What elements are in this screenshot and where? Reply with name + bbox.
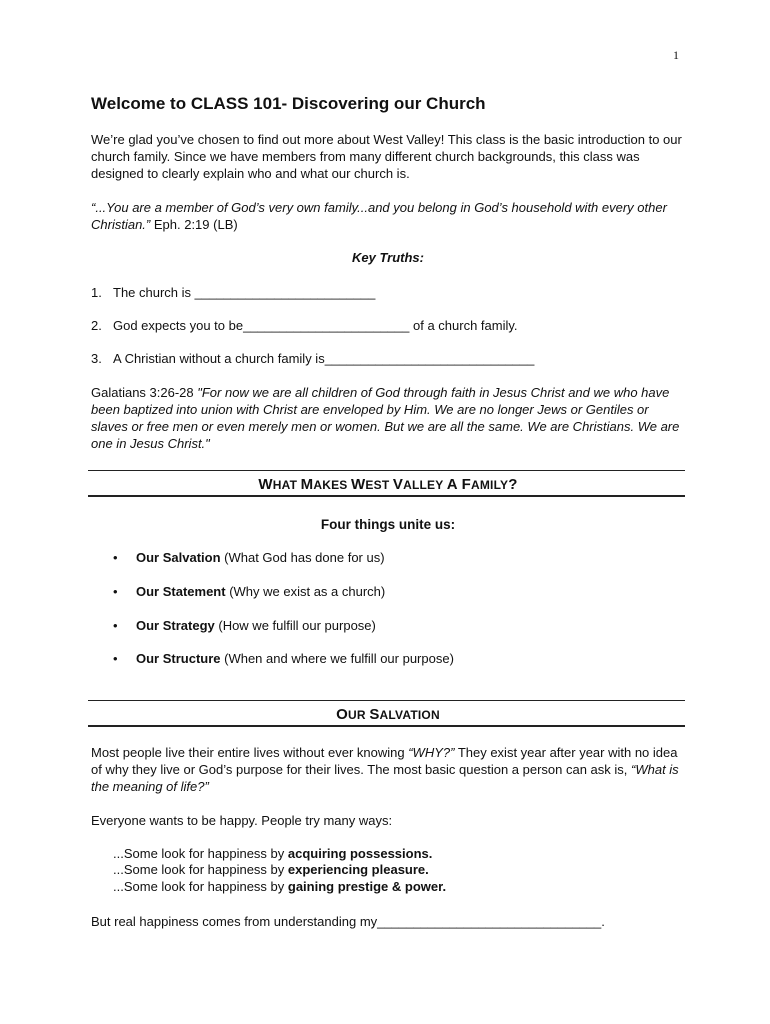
quote-text: "For now we are all children of God through faith in Jesus Christ and we who have been baptized into union with Christ are enveloped by Him. We are no longer Jews or Gentiles or slaves or free men or even merely men or women. But we are all the same. We are Christians. We are one in Jesus Christ." — [91, 385, 680, 451]
happiness-way: ...Some look for happiness by acquiring possessions. — [113, 846, 433, 861]
section-subheading: Four things unite us: — [320, 517, 456, 532]
section-rule-top — [88, 700, 685, 701]
intro-paragraph: We’re glad you’ve chosen to find out more about West Valley! This class is the basic introduction to our church family. Since we have members from many different church backgrounds, this class was designed to clearly explain who and what our church is. — [91, 132, 682, 181]
happiness-way: ...Some look for happiness by gaining prestige & power. — [113, 879, 447, 894]
section-rule-bottom — [88, 495, 685, 497]
section-rule-bottom — [88, 725, 685, 727]
item-number: 2. — [91, 318, 102, 333]
item-number: 3. — [91, 351, 102, 366]
list-item: Our Salvation (What God has done for us) — [136, 550, 385, 565]
item-text: A Christian without a church family is_____________________________ — [113, 351, 535, 366]
section-heading-family: WHAT MAKES WEST VALLEY A FAMILY? — [258, 476, 518, 493]
key-truth-item — [91, 350, 685, 367]
key-truth-item — [91, 317, 685, 334]
key-truths-heading: Key Truths: — [352, 250, 424, 265]
list-item: Our Statement (Why we exist as a church) — [136, 584, 386, 599]
bullet-icon: • — [113, 550, 118, 565]
item-text: The church is _________________________ — [113, 285, 376, 300]
item-number: 1. — [91, 285, 102, 300]
salvation-paragraph: Most people live their entire lives without ever knowing “WHY?” They exist year after year with no idea of why they live or God’s purpose for their lives. The most basic question a person can ask is, “What is the meaning of life?” — [91, 745, 679, 794]
happiness-intro: Everyone wants to be happy. People try many ways: — [91, 813, 393, 828]
page-title: Welcome to CLASS 101- Discovering our Church — [91, 94, 486, 113]
quote-reference: Eph. 2:19 (LB) — [150, 217, 238, 232]
list-item: Our Strategy (How we fulfill our purpose) — [136, 618, 376, 633]
quote-text: “...You are a member of God’s very own family...and you belong in God’s household with every other Christian.” — [91, 200, 667, 232]
section-rule-top — [88, 470, 685, 471]
section-heading-salvation: OUR SALVATION — [336, 706, 440, 723]
quote-reference: Galatians 3:26-28 — [91, 385, 198, 400]
item-text: God expects you to be_______________________ of a church family. — [113, 318, 518, 333]
bullet-icon: • — [113, 651, 118, 666]
happiness-way: ...Some look for happiness by experiencing pleasure. — [113, 862, 429, 877]
list-item: Our Structure (When and where we fulfill our purpose) — [136, 651, 454, 666]
page-number: 1 — [673, 48, 679, 62]
bullet-icon: • — [113, 584, 118, 599]
closing-line: But real happiness comes from understanding my_______________________________. — [91, 914, 605, 929]
bullet-icon: • — [113, 618, 118, 633]
scripture-quote — [91, 199, 685, 233]
key-truth-item — [91, 284, 685, 301]
galatians-quote — [91, 384, 685, 452]
